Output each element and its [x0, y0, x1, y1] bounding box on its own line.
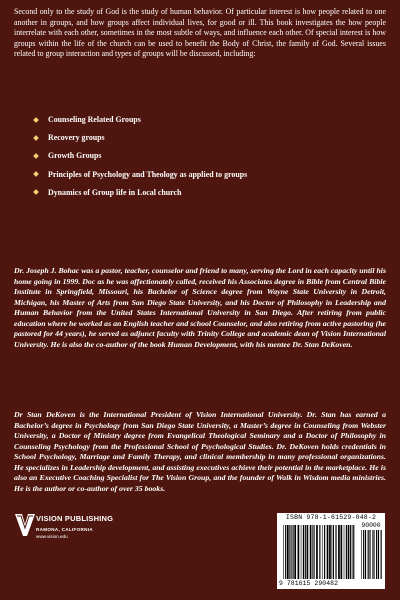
barcode-bar — [332, 525, 333, 579]
barcode-bar — [363, 530, 364, 579]
barcode-bar — [350, 525, 351, 579]
diamond-bullet-icon — [33, 153, 39, 159]
topic-label: Growth Groups — [48, 151, 102, 161]
barcode-bar — [291, 525, 292, 579]
barcode-bar — [376, 530, 377, 579]
barcode-bar — [316, 525, 318, 579]
diamond-bullet-icon — [33, 171, 39, 177]
barcode-bar — [369, 530, 370, 579]
publisher-city: RAMONA, CALIFORNIA — [36, 527, 93, 532]
isbn-number: ISBN 978-1-61529-048-2 — [285, 514, 377, 521]
barcode-bar — [346, 525, 347, 579]
diamond-bullet-icon — [33, 135, 39, 141]
barcode-bar — [348, 525, 350, 579]
topic-item — [34, 151, 374, 161]
barcode-bar — [293, 525, 294, 579]
book-description: Second only to the study of God is the study of human behavior. Of particular interest is how people related to one another in groups, and how groups affect individual lives, for good or ill. This book investigates the how people interrelate with each other, sometimes in the most subtle of ways, and influence each other. Of special interest is how groups within the life of the church can be used to benefit the Body of Christ, the family of God. Several issues related to group interaction and types of groups will be discussed, including: — [14, 7, 386, 58]
barcode-bar — [341, 525, 343, 579]
topic-item — [34, 170, 374, 180]
topic-label: Dynamics of Group life in Local church — [48, 187, 182, 197]
topic-item — [34, 133, 374, 143]
topic-label: Counseling Related Groups — [48, 115, 141, 124]
barcode-bar — [287, 525, 289, 579]
barcode-bar — [378, 530, 379, 579]
addon-digits: 90000 — [361, 522, 381, 529]
diamond-bullet-icon — [33, 189, 39, 195]
barcode-bar — [353, 525, 354, 579]
barcode-bar — [329, 525, 331, 579]
barcode-bar — [310, 525, 312, 579]
barcode-bar — [319, 525, 320, 579]
isbn-barcode — [277, 513, 385, 589]
barcode-bar — [285, 525, 286, 579]
barcode-bar — [312, 525, 313, 579]
barcode-bar — [365, 530, 366, 579]
barcode-bar — [327, 525, 329, 579]
barcode-bar — [368, 530, 369, 579]
topic-label: Principles of Psychology and Theology as applied to groups — [48, 169, 248, 179]
barcode-bar — [373, 530, 374, 579]
barcode-bar — [352, 525, 353, 579]
barcode-bar — [301, 525, 302, 579]
ean-digits: 9 781615 290482 — [279, 580, 339, 587]
topic-item — [34, 115, 374, 125]
barcode-bar — [313, 525, 314, 579]
barcode-bar — [338, 525, 340, 579]
author-bio-dekoven: Dr Stan DeKoven is the International President of Vision International University. Dr. Stan has earned a Bachelor’s degree in Psychology from San Diego State University, a Master’s degree in Counseling from Webster University, a Doctor of Ministry degree from Evangelical Theological Seminary and a Doctor of Philosophy in Counseling Psychology from the Professional School of Psychological Studies. Dr. DeKoven holds credentials in School Psychology, Marriage and Family Therapy, and clinical membership in many professional organizations. He specializes in Leadership development, and assisting executives achieve their potential in the marketplace. He is also an Executive Coaching Specialist for The Vision Group, and the founder of Walk in Wisdom media ministries. He is the author or co-author of over 35 books. — [14, 410, 386, 493]
barcode-bar — [307, 525, 309, 579]
barcode-bar — [333, 525, 334, 579]
publisher-website: www.vision.edu — [36, 534, 68, 539]
barcode-bar — [322, 525, 323, 579]
topics-list — [34, 115, 374, 206]
publisher-logo-icon — [14, 512, 36, 538]
barcode-bar — [305, 525, 306, 579]
topic-label: Recovery groups — [48, 133, 105, 143]
barcode-bar — [324, 525, 325, 579]
barcode-bar — [289, 525, 290, 579]
barcode-bar — [294, 525, 296, 579]
publisher-block — [14, 510, 184, 570]
barcode-bar — [335, 525, 336, 579]
publisher-name: VISION PUBLISHING — [36, 514, 114, 523]
author-bio-bohac: Dr. Joseph J. Bohac was a pastor, teacher, counselor and friend to many, serving the Lord in each capacity until his home going in 1999. Doc as he was affectionately called, received his Associates degree in Bible from Central Bible Institute in Springfield, Missouri, his Bachelor of Science degree from Wayne State University in Detroit, Michigan, his Master of Arts from San Diego State University, and his Doctor of Philosophy in Leadership and Human Behavior from the United States International University in San Diego. After retiring from public education where he worked as an English teacher and school Counselor, and also retiring from active pastoring (he pastored for 44 years), he served as adjunct faculty with Trinity College and academic dean of Vision International University. He is also the co-author of the book Human Development, with his mentee Dr. Stan DeKoven. — [14, 266, 386, 349]
barcode-bar — [298, 525, 300, 579]
barcode-bar — [283, 525, 284, 579]
barcode-bar — [303, 525, 304, 579]
topic-item — [34, 188, 374, 198]
barcode-bar — [361, 530, 362, 579]
barcode-bar — [344, 525, 345, 579]
barcode-bar — [372, 530, 373, 579]
barcode-bar — [381, 530, 382, 579]
diamond-bullet-icon — [33, 117, 39, 123]
